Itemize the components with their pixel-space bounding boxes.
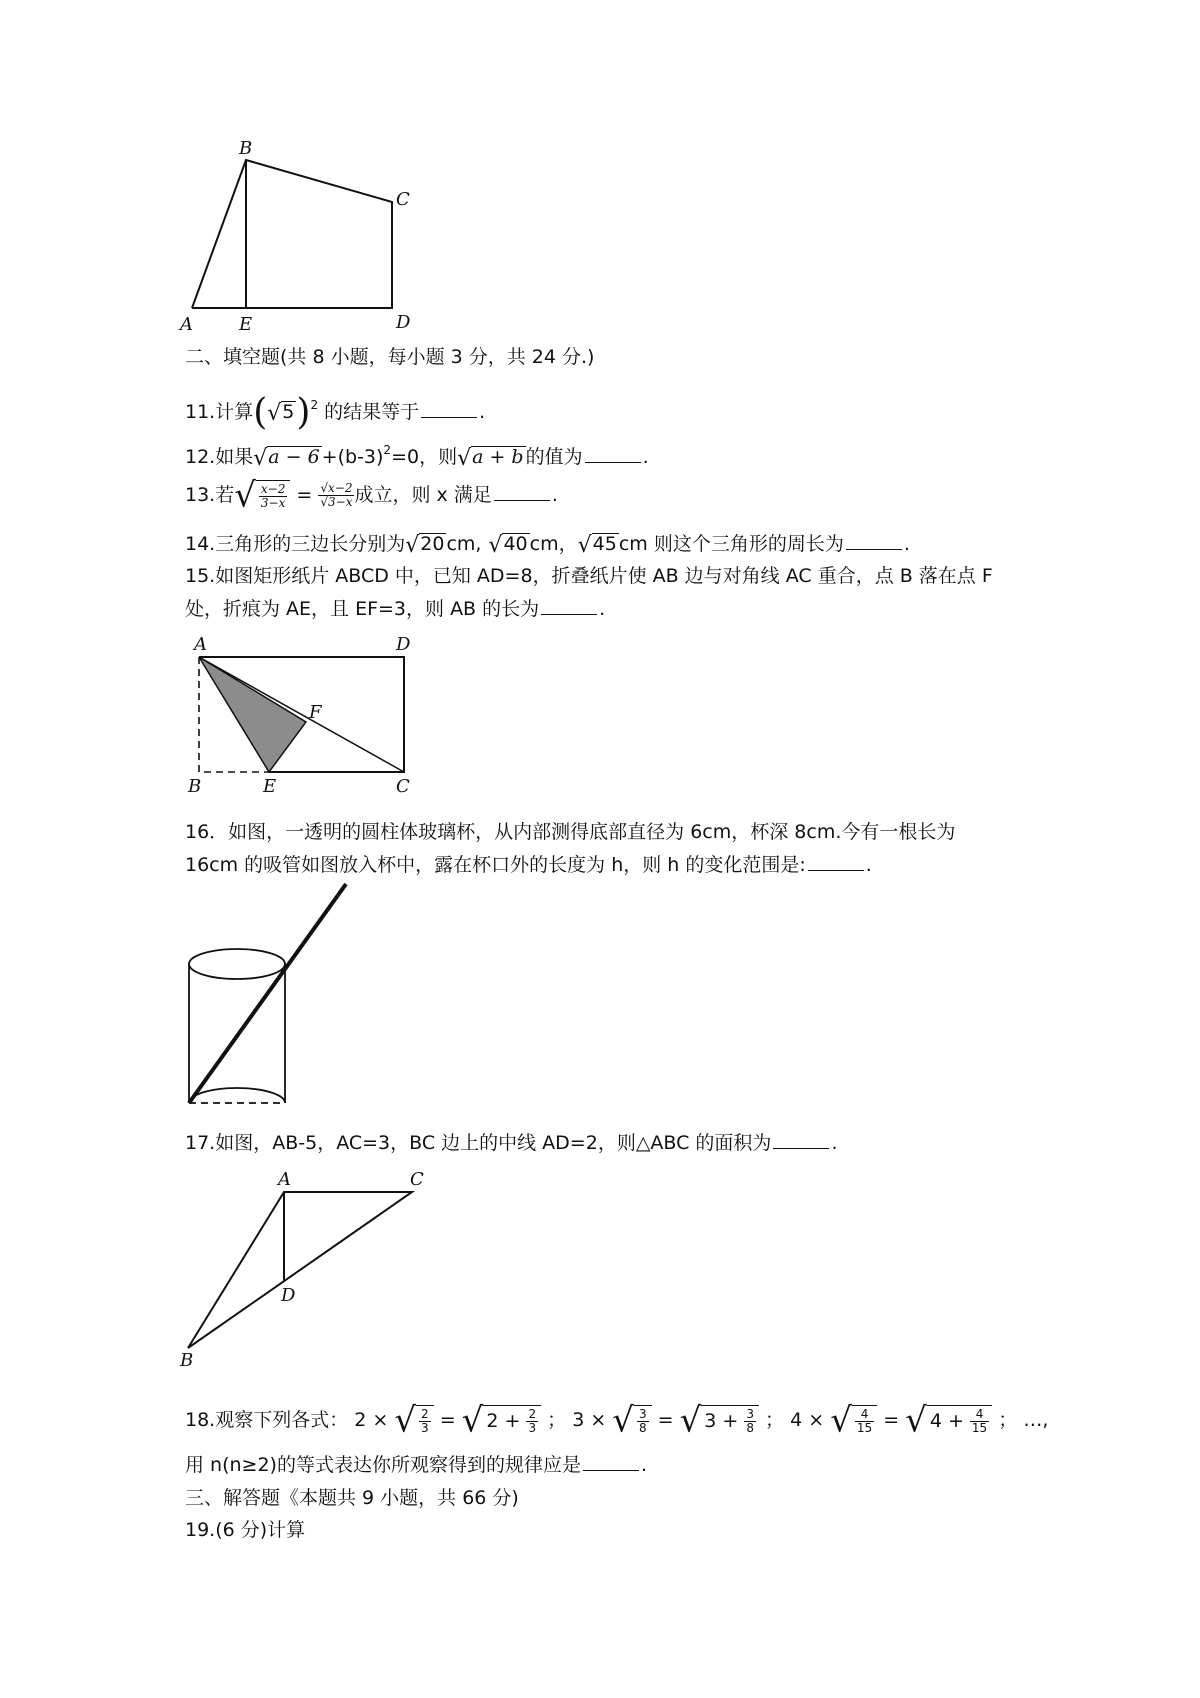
q14-unit-2: cm， [529, 533, 578, 555]
q14-radicand-1: 20 [420, 533, 445, 555]
question-15-line-2 [185, 595, 605, 623]
q13-fraction-2 [318, 482, 354, 509]
q18-term-3-rhs-den: 15 [971, 1421, 988, 1435]
label-c: C [410, 1169, 424, 1190]
q18-term-1: 2 × √ $\frac{2}{3}$ = √ 2 + $\frac{2}{3}$ [354, 1409, 547, 1431]
q13-answer-blank[interactable] [494, 482, 550, 501]
q13-numerator-2: √x−2 [320, 481, 353, 495]
q18-term-3-lhs-radicand [852, 1405, 877, 1436]
q18-term-3-rhs-radicand: 4 + $\frac{4}{15}$ [927, 1405, 992, 1436]
figure-cylinder-straw [180, 880, 370, 1120]
q18-pre: 18.观察下列各式： [185, 1409, 349, 1431]
q18-answer-blank[interactable] [583, 1452, 639, 1471]
q12-radicand-1: a − 6 [268, 446, 320, 468]
question-17 [185, 1129, 837, 1157]
q14-radical-sign-2: √ [481, 533, 503, 558]
q18-end: . [640, 1454, 648, 1476]
q18-term-2-rhs-int: 3 [704, 1410, 717, 1432]
q14-unit-1: cm, [446, 533, 482, 555]
q18-term-3: 4 × √ $\frac{4}{15}$ = √ 4 + $\frac{4}{15}$ [790, 1409, 998, 1431]
q18-radical: √ [905, 1400, 927, 1441]
q14-answer-blank[interactable] [846, 531, 902, 550]
q16-answer-blank[interactable] [808, 852, 864, 871]
label-d: D [281, 1285, 296, 1306]
label-e: E [263, 776, 277, 797]
label-b: B [188, 776, 202, 797]
label-d: D [396, 312, 411, 333]
q18-term-2-rhs-den: 8 [746, 1421, 754, 1435]
label-f: F [309, 702, 322, 723]
q12-radicand-2: a + b [472, 446, 524, 468]
q14-end: . [903, 533, 910, 555]
label-d: D [396, 634, 411, 655]
q18-term-3-rhs-int: 4 [929, 1410, 942, 1432]
q18-term-1-lhs-den: 3 [421, 1421, 429, 1435]
question-16-line-2 [185, 851, 872, 879]
q11-tail: 的结果等于 [324, 401, 420, 423]
figure-quadrilateral-abcd [180, 138, 420, 335]
q13-end: . [551, 484, 558, 506]
q18-term-3-lhs-den: 15 [856, 1421, 873, 1435]
q17-end: . [831, 1132, 838, 1154]
q12-answer-blank[interactable] [585, 444, 641, 463]
q18-term-1-rhs-num: 2 [528, 1407, 537, 1421]
q13-denominator-1: 3−x [260, 496, 286, 510]
q18-ellipsis: …, [1023, 1409, 1049, 1431]
q17-text: 17.如图，AB-5，AC=3，BC 边上的中线 AD=2，则△ABC 的面积为 [185, 1132, 772, 1154]
q13-denominator-2: √3−x [320, 495, 353, 509]
label-a: A [194, 634, 207, 655]
q13-label: 13.若 [185, 484, 235, 506]
section-3-heading: 三、解答题《本题共 9 小题，共 66 分) [185, 1487, 519, 1509]
q11-answer-blank[interactable] [421, 399, 477, 418]
question-19: 19.(6 分)计算 [185, 1519, 306, 1541]
label-c: C [396, 776, 410, 797]
figure-folded-rectangle [180, 635, 430, 795]
q11-right-paren: ) [296, 392, 311, 433]
q18-term-2: 3 × √ $\frac{3}{8}$ = √ 3 + $\frac{3}{8}$ [572, 1409, 765, 1431]
q13-equals: = [296, 484, 313, 506]
q18-term-2-rhs-radicand: 3 + $\frac{3}{8}$ [701, 1405, 759, 1436]
q12-exponent: 2 [383, 443, 392, 457]
q13-radicand [256, 480, 290, 511]
q15-end: . [599, 598, 606, 620]
question-13 [185, 475, 558, 516]
q12-label: 12.如果 [185, 446, 254, 468]
q18-term-1-coefficient: 2 [354, 1409, 367, 1431]
q17-answer-blank[interactable] [773, 1130, 829, 1149]
q11-label: 11.计算 [185, 401, 254, 423]
question-15-line-1: 15.如图矩形纸片 ABCD 中，已知 AD=8，折叠纸片使 AB 边与对角线 AC 重合，点 B 落在点 F [185, 565, 993, 587]
question-18-line-1 [185, 1400, 1048, 1440]
figure-triangle-median [180, 1168, 430, 1371]
q18-term-3-rhs-num: 4 [970, 1408, 989, 1422]
q18-radical: √ [612, 1400, 634, 1441]
label-c: C [396, 189, 410, 210]
q13-numerator-1: x−2 [260, 482, 286, 496]
q18-separator: ； [998, 1409, 1018, 1431]
q18-term-2-coefficient: 3 [572, 1409, 585, 1431]
label-e: E [239, 314, 253, 335]
q18-term-1-rhs-radicand: 2 + $\frac{2}{3}$ [483, 1405, 541, 1436]
q18-separator: ； [547, 1409, 567, 1431]
q18-separator: ； [765, 1409, 785, 1431]
q12-mid2: =0，则 [391, 446, 458, 468]
question-18-line-2 [185, 1451, 647, 1479]
q12-radical-sign-1: √ [253, 446, 268, 471]
label-b: B [180, 1350, 194, 1371]
q15-line2-text: 处，折痕为 AE，且 EF=3，则 AB 的长为 [185, 598, 540, 620]
q11-exponent: 2 [310, 398, 319, 412]
q18-term-1-lhs-num: 2 [421, 1407, 429, 1421]
q14-radical-sign-1: √ [405, 533, 420, 558]
q12-end: . [642, 446, 649, 468]
question-11 [185, 391, 486, 433]
label-a: A [180, 314, 193, 335]
q14-tail: cm 则这个三角形的周长为 [618, 533, 844, 555]
q15-answer-blank[interactable] [541, 596, 597, 615]
q18-radical: √ [461, 1400, 484, 1441]
question-12 [185, 436, 649, 473]
q18-radical: √ [679, 1400, 702, 1441]
q12-radical-sign-2: √ [457, 446, 472, 471]
q18-radical: √ [394, 1400, 417, 1441]
q18-line2-text: 用 n(n≥2)的等式表达你所观察得到的规律应是 [185, 1454, 581, 1476]
q18-term-1-rhs-int: 2 [486, 1410, 499, 1432]
q18-term-3-coefficient: 4 [790, 1409, 803, 1431]
q18-term-2-lhs-radicand [634, 1405, 652, 1436]
q14-radical-sign-3: √ [577, 533, 592, 558]
q16-line2-text: 16cm 的吸管如图放入杯中，露在杯口外的长度为 h，则 h 的变化范围是: [185, 854, 806, 876]
q13-tail: 成立，则 x 满足 [354, 484, 492, 506]
q18-term-3-lhs-num: 4 [855, 1408, 874, 1422]
q14-pre: 14.三角形的三边长分别为 [185, 533, 406, 555]
q18-term-1-rhs-den: 3 [528, 1421, 537, 1435]
q16-end: . [865, 854, 872, 876]
question-16-line-1: 16．如图，一透明的圆柱体玻璃杯，从内部测得底部直径为 6cm，杯深 8cm.今有一根长为 [185, 821, 956, 843]
q14-radicand-2: 40 [503, 533, 528, 555]
q13-fraction-1 [259, 483, 287, 510]
q12-mid: +(b-3) [321, 446, 384, 468]
label-b: B [239, 138, 253, 159]
q13-radical-sign: √ [234, 475, 256, 516]
q11-radicand: 5 [282, 401, 295, 423]
q11-left-paren: ( [253, 392, 268, 433]
q18-term-1-lhs-radicand [416, 1405, 434, 1436]
q11-end: . [479, 401, 486, 423]
section-2-heading: 二、填空题(共 8 小题，每小题 3 分，共 24 分.) [185, 346, 595, 368]
q18-term-2-lhs-num: 3 [638, 1407, 647, 1421]
q18-radical: √ [830, 1400, 852, 1441]
q18-term-2-rhs-num: 3 [746, 1407, 754, 1421]
q18-term-2-lhs-den: 8 [638, 1421, 647, 1435]
q12-tail: 的值为 [525, 446, 583, 468]
q14-radicand-3: 45 [592, 533, 617, 555]
question-14 [185, 530, 910, 560]
q11-radical-sign: √ [267, 401, 282, 426]
label-a: A [278, 1169, 291, 1190]
